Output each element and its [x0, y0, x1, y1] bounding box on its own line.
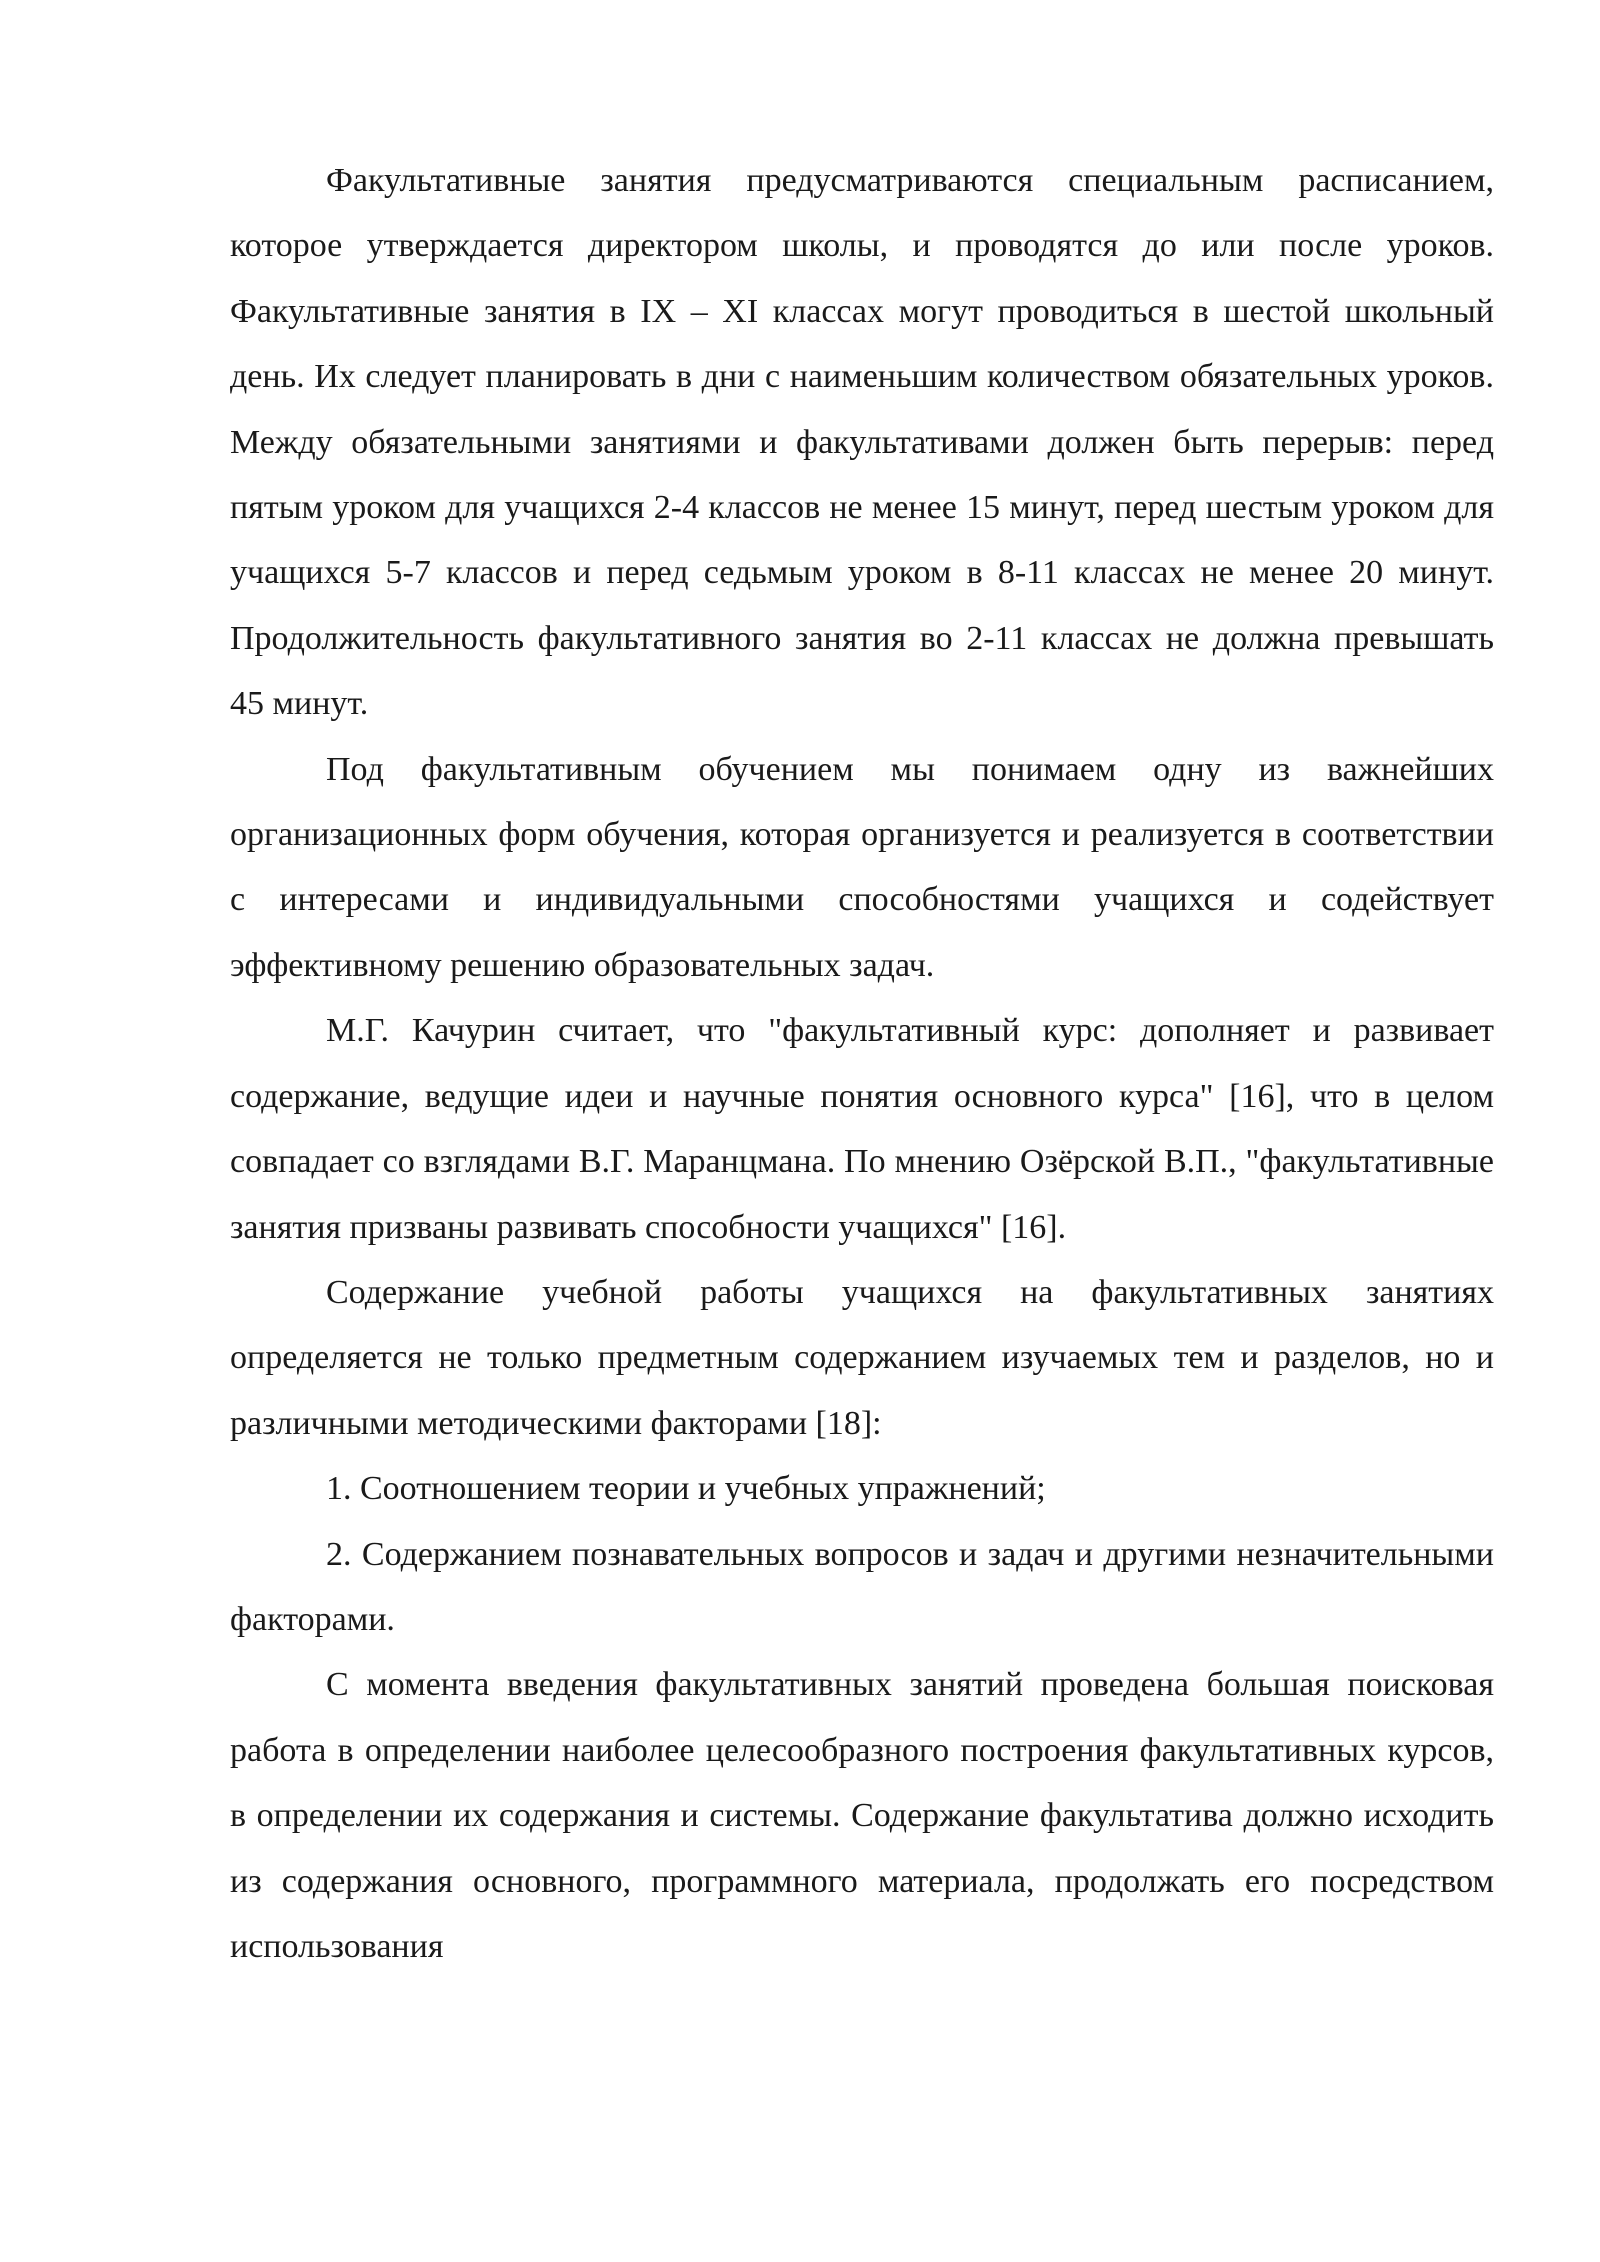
document-body	[230, 148, 1494, 1979]
list-item-1: 1. Соотношением теории и учебных упражнений;	[326, 1470, 1046, 1508]
paragraph-content-factors: Содержание учебной работы учащихся на факультативных занятиях определяется не только предметным содержанием изучаемых тем и разделов, но и различными методическими факторами [18]:	[230, 1273, 1494, 1442]
paragraph-definition: Под факультативным обучением мы понимаем одну из важнейших организационных форм обучения, которая организуется и реализуется в соответствии с интересами и индивидуальными способностями учащихся и содействует эффективному решению образовательных задач.	[230, 750, 1494, 984]
paragraph-kachurin-quote: М.Г. Качурин считает, что "факультативный курс: дополняет и развивает содержание, ведущие идеи и научные понятия основного курса" [16], что в целом совпадает со взглядами В.Г. Маранцмана. По мнению Озёрской В.П., "факультативные занятия призваны развивать способности учащихся" [16].	[230, 1012, 1494, 1246]
paragraph-schedule: Факультативные занятия предусматриваются специальным расписанием, которое утверждается директором школы, и проводятся до или после уроков. Факультативные занятия в IX – XI классах могут проводиться в шестой школьный день. Их следует планировать в дни с наименьшим количеством обязательных уроков. Между обязательными занятиями и факультативами должен быть перерыв: перед пятым уроком для учащихся 2-4 классов не менее 15 минут, перед шестым уроком для учащихся 5-7 классов и перед седьмым уроком в 8-11 классах не менее 20 минут. Продолжительность факультативного занятия во 2-11 классах не должна превышать 45 минут.	[230, 162, 1494, 723]
paragraph-course-construction: С момента введения факультативных занятий проведена большая поисковая работа в определении наиболее целесообразного построения факультативных курсов, в определении их содержания и системы. Содержание факультатива должно исходить из содержания основного, программного материала, продолжать его посредством использования	[230, 1666, 1494, 1965]
list-item-2: 2. Содержанием познавательных вопросов и задач и другими незначительными факторами.	[230, 1535, 1494, 1638]
